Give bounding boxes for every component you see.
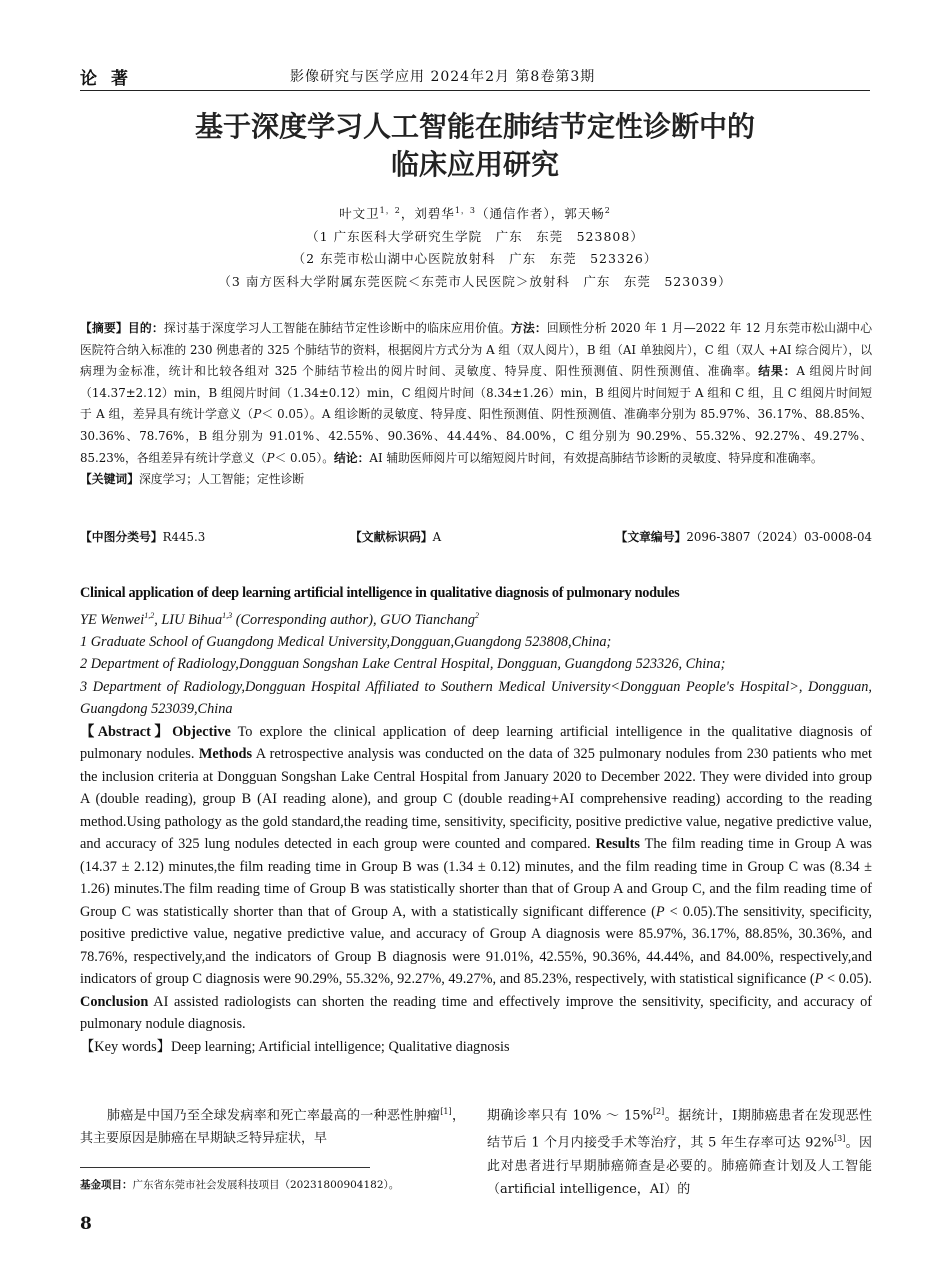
body-column-right: 期确诊率只有 10% ～ 15%[2]。据统计，Ⅰ期肺癌患者在发现恶性结节后 1 个月内接受手术等治疗，其 5 年生存率可达 92%[3]。因此对患者进行早期肺癌筛查是必要的。肺癌筛查计划及人工智能（artificial intelligence，AI）的: [487, 1107, 873, 1197]
clc-number: 【中图分类号】R445.3: [80, 530, 206, 544]
english-authors: YE Wenwei$^{1,2}$, LIU Bihua$^{1,3}$ (Corresponding author), GUO Tianchang$^2$: [80, 610, 480, 628]
english-affiliation-3: 3 Department of Radiology,Dongguan Hospital Affiliated to Southern Medical University<Dongguan People's Hospital>, Dongguan, Guangdong 523039,China: [80, 678, 872, 718]
funding-footnote: 基金项目：广东省东莞市社会发展科技项目（20231800904182）。: [80, 1179, 400, 1191]
body-column-left: 肺癌是中国乃至全球发病率和死亡率最高的一种恶性肿瘤[1]，其主要原因是肺癌在早期缺乏特异症状，早: [80, 1107, 465, 1147]
english-keywords: 【Key words】Deep learning; Artificial intelligence; Qualitative diagnosis: [80, 1038, 510, 1055]
section-label: 论著: [80, 69, 142, 89]
english-affiliation-2: 2 Department of Radiology,Dongguan Songshan Lake Central Hospital, Dongguan, Guangdong 523326, China;: [80, 656, 726, 673]
title-line-2: 临床应用研究: [390, 148, 559, 181]
english-abstract: 【Abstract】Objective To explore the clinical application of deep learning artificial intelligence in the qualitative diagnosis of pulmonary nodules. Methods A retrospective analysis was conducted on the data of 325 pulmonary nodules from 230 patients who met the inclusion criteria at Dongguan Songshan Lake Central Hospital from January 2020 to December 2022. They were divided into group A (double reading), group B (AI reading alone), and group C (double reading+AI comprehensive reading) according to the reading method.Using pathology as the gold standard,the reading time, sensitivity, specificity, positive predictive value, negative predictive value, and accuracy of 325 lung nodules detected in each group were counted and compared. Results The film reading time in Group A was (14.37 ± 2.12) minutes,the film reading time in Group B was (1.34 ± 0.12) minutes, and the film reading time in Group C was (8.34 ± 1.26) minutes.The film reading time of Group B was statistically shorter than that of Group A and Group C, and the film reading time of Group C was statistically shorter than that of Group A, with a statistically significant difference (P < 0.05).The sensitivity, specificity, positive predictive value, negative predictive value, and accuracy of Group A diagnosis were 85.97%, 36.17%, 88.85%, 30.36%, and 78.76%, respectively,and the indicators of Group B diagnosis were 91.01%, 42.55%, 90.36%, 44.44%, and 84.00%, respectively,and indicators of group C diagnosis were 90.29%, 55.32%, 92.27%, 49.27%, and 85.23%, respectively, with statistical significance (P < 0.05). Conclusion AI assisted radiologists can shorten the reading time and effectively improve the sensitivity, specificity, and accuracy of pulmonary nodule diagnosis.: [80, 723, 873, 1033]
abstract-cn: [80, 318, 872, 491]
doc-code: 【文献标识码】A: [350, 530, 442, 544]
english-affiliation-1: 1 Graduate School of Guangdong Medical University,Dongguan,Guangdong 523808,China;: [80, 633, 612, 650]
classification-row: [80, 528, 872, 550]
article-number: 【文章编号】2096-3807（2024）03-0008-04: [615, 530, 872, 544]
abstract-cn-body: 【摘要】目的：探讨基于深度学习人工智能在肺结节定性诊断中的临床应用价值。方法：回顾性分析 2020 年 1 月—2022 年 12 月东莞市松山湖中心医院符合纳入标准的 230 例患者的 325 个肺结节的资料，根据阅片方式分为 A 组（双人阅片），B 组（AI 单独阅片），C 组（双人 +AI 综合阅片），以病理为金标准，统计和比较各组对 325 个肺结节检出的阅片时间、灵敏度、特异度、阳性预测值、阴性预测值、准确率。结果：A 组阅片时间（14.37±2.12）min，B 组阅片时间（1.34±0.12）min，C 组阅片时间（8.34±1.26）min，B 组阅片时间短于 A 组和 C 组，且 C 组阅片时间短于 A 组，差异具有统计学意义（P＜ 0.05）。A 组诊断的灵敏度、特异度、阳性预测值、阴性预测值、准确率分别为 85.97%、36.17%、88.85%、30.36%、78.76%，B 组分别为 91.01%、42.55%、90.36%、44.44%、84.00%，C 组分别为 90.29%、55.32%、92.27%、49.27%、85.23%，各组差异有统计学意义（P＜ 0.05）。结论：AI 辅助医师阅片可以缩短阅片时间，有效提高肺结节诊断的灵敏度、特异度和准确率。: [80, 321, 872, 465]
affiliation-cn-3: （3 南方医科大学附属东莞医院＜东莞市人民医院＞放射科 广东 东莞 523039）: [218, 273, 732, 289]
keywords-cn: 【关键词】深度学习；人工智能；定性诊断: [80, 472, 305, 487]
author-block-cn: [80, 200, 870, 293]
footnote-divider: [80, 1167, 370, 1168]
running-header: [80, 64, 870, 91]
title-line-1: 基于深度学习人工智能在肺结节定性诊断中的: [194, 110, 755, 143]
page-number: 8: [80, 1214, 92, 1234]
english-title: Clinical application of deep learning artificial intelligence in qualitative diagnosis of pulmonary nodules: [80, 585, 680, 601]
affiliation-cn-1: （1 广东医科大学研究生学院 广东 东莞 523808）: [306, 228, 644, 244]
paper-title-cn: [80, 108, 870, 184]
authors-cn: 叶文卫$^{1,2}$，刘碧华$^{1,3}$（通信作者），郭天畅$^2$: [339, 206, 611, 222]
journal-info: 影像研究与医学应用 2024年2月 第8卷第3期: [290, 69, 596, 85]
english-section: [80, 582, 872, 1058]
affiliation-cn-2: （2 东莞市松山湖中心医院放射科 广东 东莞 523326）: [292, 251, 658, 267]
